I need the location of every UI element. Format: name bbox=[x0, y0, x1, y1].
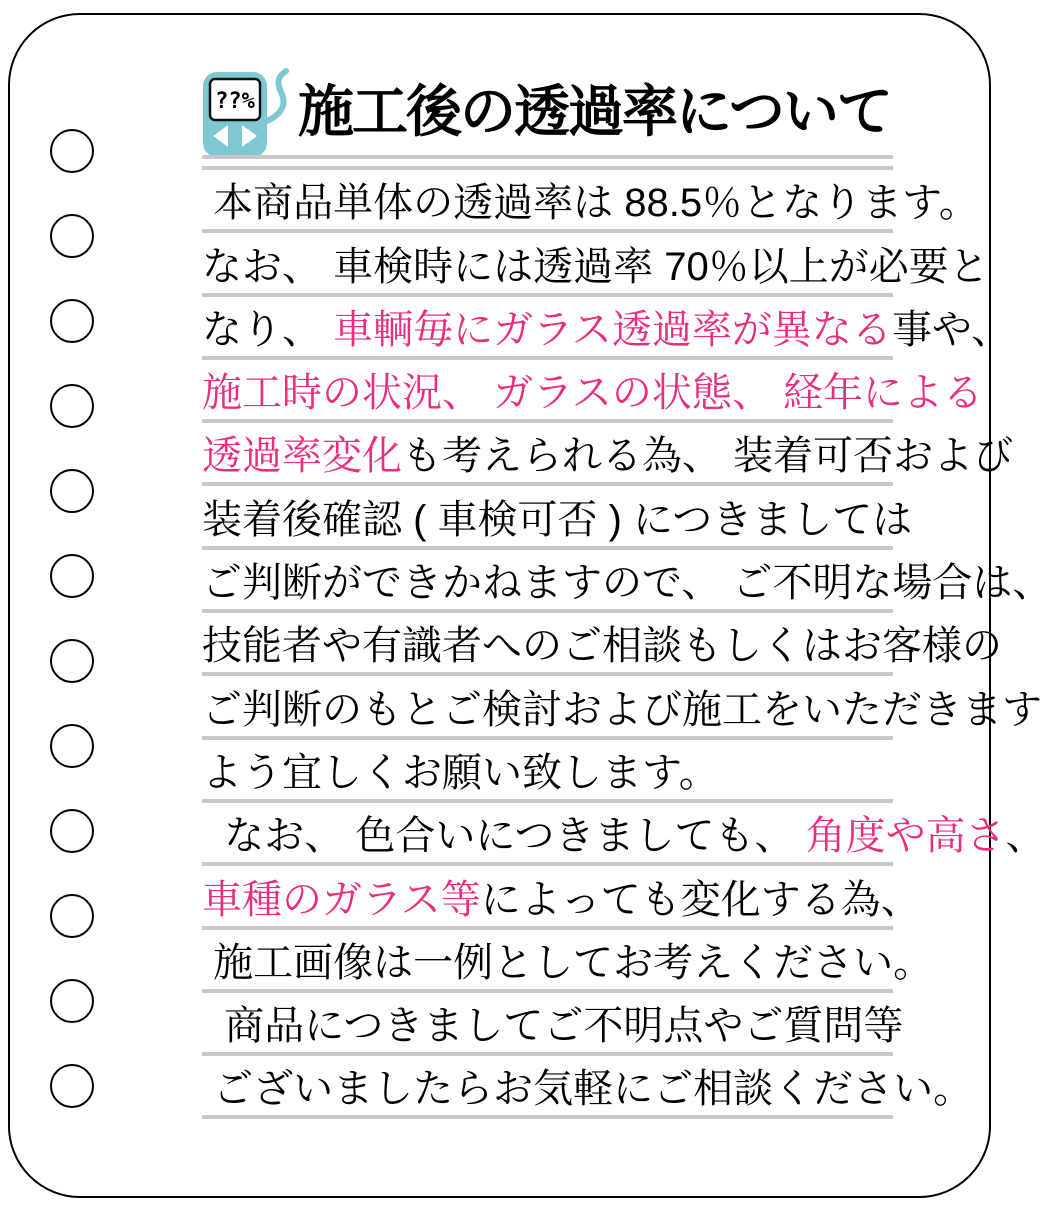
body-text: なり、 bbox=[202, 307, 334, 352]
binding-hole bbox=[50, 129, 94, 173]
text-line bbox=[202, 993, 904, 1056]
text-line bbox=[202, 803, 1046, 866]
body-text: なお、 車検時には透過率 70％以上が必要と bbox=[202, 244, 989, 289]
body-text: ご判断のもとご検討および施工をいただきます bbox=[202, 687, 1042, 732]
text-line bbox=[202, 233, 989, 296]
text-line bbox=[202, 866, 921, 929]
highlighted-text: 施工時の状況、 ガラスの状態、 経年による bbox=[202, 371, 984, 416]
binding-hole bbox=[50, 894, 94, 938]
body-text: 商品につきましてご不明点やご質問等 bbox=[202, 1004, 904, 1049]
highlighted-text: 角度や高さ bbox=[805, 814, 1006, 859]
meter-screen-text: ??% bbox=[215, 89, 255, 114]
body-text: ございましたらお気軽にご相談ください。 bbox=[202, 1067, 974, 1112]
title-underline-bar bbox=[202, 155, 893, 159]
text-line bbox=[202, 423, 1014, 486]
text-line bbox=[202, 360, 984, 423]
text-line bbox=[202, 930, 934, 993]
text-line bbox=[202, 486, 913, 549]
body-text: 本商品単体の透過率は 88.5％となります。 bbox=[202, 181, 979, 226]
body-text: も考えられる為、 装着可否および bbox=[402, 434, 1014, 479]
highlighted-text: 透過率変化 bbox=[202, 434, 402, 479]
text-line bbox=[202, 170, 979, 233]
page-title: 施工後の透過率について bbox=[298, 80, 891, 143]
highlighted-text: 車種のガラス等 bbox=[202, 877, 481, 922]
text-line bbox=[202, 740, 893, 803]
transmittance-meter-icon bbox=[200, 62, 292, 162]
body-text: 、 bbox=[1005, 814, 1046, 859]
binding-hole bbox=[50, 1064, 94, 1108]
binding-hole bbox=[50, 554, 94, 598]
binding-hole bbox=[50, 724, 94, 768]
binding-hole bbox=[50, 469, 94, 513]
body-text: 装着後確認 ( 車検可否 ) につきましては bbox=[202, 497, 913, 542]
body-text: 事や、 bbox=[891, 307, 1012, 352]
binding-hole bbox=[50, 384, 94, 428]
text-line bbox=[202, 297, 1012, 360]
binding-hole bbox=[50, 979, 94, 1023]
body-text: 技能者や有識者へのご相談もしくはお客様の bbox=[202, 624, 1002, 669]
body-text: によっても変化する為、 bbox=[480, 877, 921, 922]
text-line bbox=[202, 613, 1002, 676]
binding-hole bbox=[50, 214, 94, 258]
binding-hole bbox=[50, 639, 94, 683]
body-text: ご判断ができかねますので、 ご不明な場合は、 bbox=[202, 561, 1052, 606]
body-text: 施工画像は一例としてお考えください。 bbox=[202, 940, 934, 985]
text-line bbox=[202, 676, 1042, 739]
highlighted-text: 車輌毎にガラス透過率が異なる bbox=[333, 307, 892, 352]
text-line bbox=[202, 1056, 974, 1119]
binding-hole bbox=[50, 299, 94, 343]
text-line bbox=[202, 550, 1052, 613]
title-row bbox=[200, 60, 891, 164]
body-text: なお、 色合いにつきましても、 bbox=[202, 814, 806, 859]
body-text: よう宜しくお願い致します。 bbox=[202, 750, 719, 795]
text-lines bbox=[202, 170, 1052, 1119]
binding-hole bbox=[50, 809, 94, 853]
